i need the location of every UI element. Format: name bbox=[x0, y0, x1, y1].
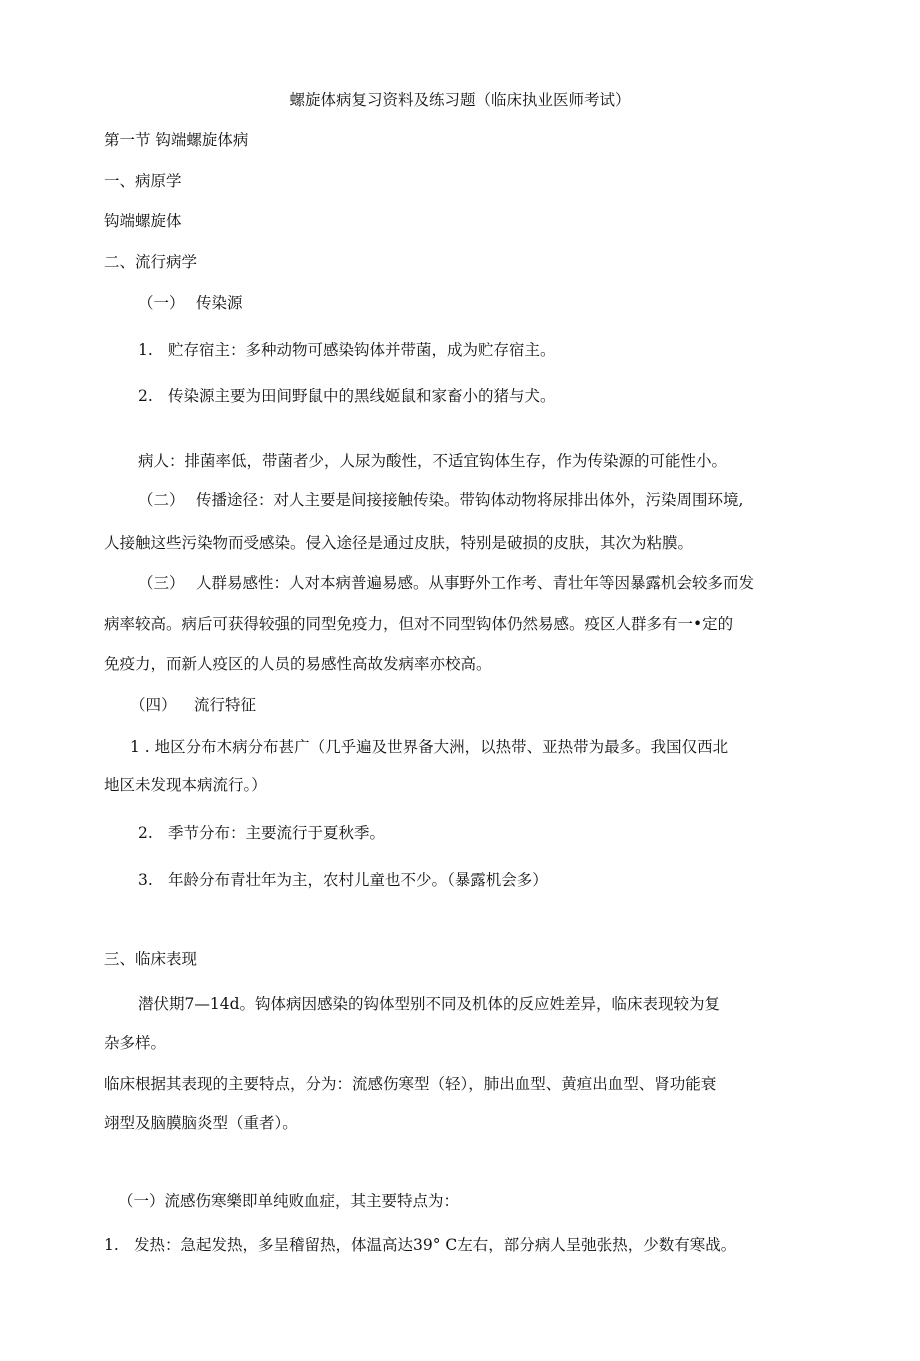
list-text: 传染源主要为田间野鼠中的黑线姬鼠和家畜小的猪与犬。 bbox=[168, 387, 556, 405]
document-title: 螺旋体病复习资料及练习题（临床执业医师考试） bbox=[289, 91, 631, 109]
etiology-text: 钩端螺旋体 bbox=[104, 212, 182, 230]
list-number: 2. bbox=[138, 824, 153, 842]
paragraph-line: 地区未发现本病流行。） bbox=[104, 776, 267, 794]
paragraph-line: 免疫力，而新人疫区的人员的易感性高故发病率亦校高。 bbox=[104, 655, 492, 673]
subsection-label: 流行特征 bbox=[194, 696, 257, 714]
subsection-marker: （三） bbox=[138, 574, 185, 592]
list-item bbox=[138, 386, 556, 406]
list-number: 1. bbox=[104, 1236, 119, 1254]
list-number: 2. bbox=[138, 387, 153, 405]
paragraph-line: 传播途径：对人主要是间接接触传染。带钩体动物将尿排出体外，污染周围环境, bbox=[196, 491, 744, 509]
subsection-marker: （四） bbox=[130, 696, 177, 714]
paragraph-line: 临床根据其表现的主要特点，分为：流感伤寒型（轻），肺出血型、黄疸出血型、肾功能衰 bbox=[104, 1075, 717, 1093]
subsection-label: 传染源 bbox=[196, 294, 243, 312]
paragraph-line: 1 . 地区分布木病分布甚广（几乎遍及世界备大洲，以热带、亚热带为最多。我国仅西北 bbox=[130, 738, 729, 756]
heading-epidemiology: 二、流行病学 bbox=[104, 253, 198, 271]
paragraph-line: 人接触这些污染物而受感染。侵入途径是通过皮肤，特别是破损的皮肤，其次为粘膜。 bbox=[104, 534, 694, 552]
subsection-transmission bbox=[138, 490, 743, 510]
section-heading: 第一节 钩端螺旋体病 bbox=[104, 131, 249, 149]
subsection-marker: （二） bbox=[138, 491, 185, 509]
paragraph-line: 人群易感性：人对本病普遍易感。从事野外工作考、青壮年等因暴露机会较多而发 bbox=[196, 574, 755, 592]
paragraph-line: 潜伏期7—14d。钩体病因感染的钩体型别不同及机体的反应姓差异，临床表现较为复 bbox=[138, 995, 721, 1013]
paragraph-line: 翊型及脑膜脑炎型（重者）。 bbox=[104, 1114, 298, 1132]
subheading-flu-type: （一）流感伤寒樂即单纯败血症，其主要特点为： bbox=[118, 1192, 460, 1210]
list-text: 发热：急起发热，多呈稽留热，体温高达39° C左右，部分病人呈弛张热，少数有寒战。 bbox=[134, 1236, 737, 1254]
subsection-source bbox=[138, 293, 243, 313]
list-number: 1. bbox=[138, 341, 153, 359]
subsection-susceptibility bbox=[138, 573, 754, 593]
list-item bbox=[138, 823, 385, 843]
heading-clinical: 三、临床表现 bbox=[104, 950, 198, 968]
list-item bbox=[138, 870, 548, 890]
list-text: 贮存宿主：多种动物可感染钩体并带菌，成为贮存宿主。 bbox=[168, 341, 556, 359]
subsection-features bbox=[130, 695, 256, 715]
list-number: 3. bbox=[138, 871, 153, 889]
list-item bbox=[104, 1235, 736, 1255]
paragraph-line: 杂多样。 bbox=[104, 1034, 167, 1052]
subsection-marker: （一） bbox=[138, 294, 185, 312]
paragraph-patient: 病人：排菌率低，带菌者少，人尿为酸性，不适宜钩体生存，作为传染源的可能性小。 bbox=[138, 452, 728, 470]
heading-etiology: 一、病原学 bbox=[104, 172, 182, 190]
list-item bbox=[138, 340, 556, 360]
list-text: 季节分布：主要流行于夏秋季。 bbox=[168, 824, 386, 842]
paragraph-line: 病率较高。病后可获得较强的同型免疫力，但对不同型钩体仍然易感。疫区人群多有一•定的 bbox=[104, 615, 734, 633]
list-text: 年龄分布青壮年为主，农村儿童也不少。（暴露机会多） bbox=[168, 871, 548, 889]
